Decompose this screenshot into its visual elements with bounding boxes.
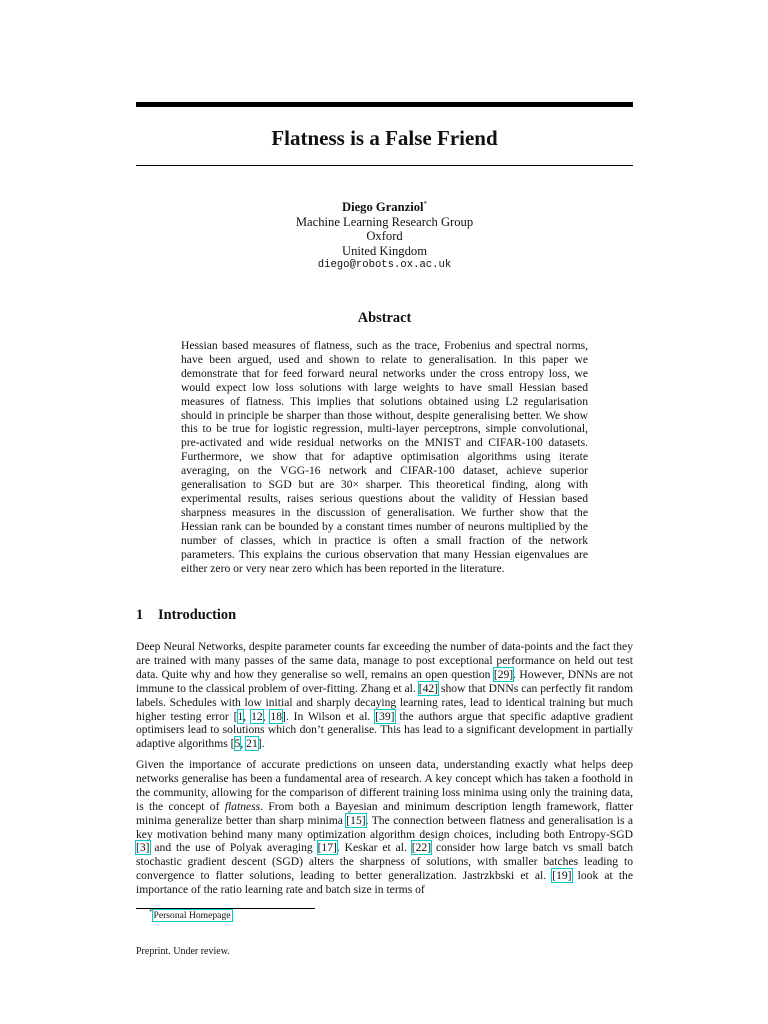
paragraph-text: . From both a Bayesian and minimum description length framework, flatter minima generalize better than sharp minima: [136, 799, 633, 827]
paragraph-text: . However, DNNs are not immune to the classical problem of over-fitting. Zhang et al.: [136, 667, 634, 695]
section-title: Introduction: [158, 607, 237, 623]
citation-link[interactable]: [19]: [552, 869, 572, 883]
intro-paragraph-2: [136, 758, 633, 897]
citation-link[interactable]: [42]: [418, 681, 439, 695]
citation-link[interactable]: [17]: [317, 841, 337, 855]
footnote-mark: *: [149, 907, 153, 916]
affiliation-line: Oxford: [366, 229, 403, 243]
citation-link[interactable]: 18: [270, 709, 283, 723]
citation-link[interactable]: [22]: [411, 841, 432, 855]
emphasis-flatness: flatness: [224, 799, 261, 813]
paragraph-text: look at the importance of the ratio learning rate and batch size in terms of: [136, 869, 633, 897]
intro-paragraph-1: Deep Neural Networks, despite parameter counts far exceeding the number of data-points and the fact they are trained with many passes of the same data, manage to post exceptional performance on held out test data. Quite why and how they generalise so well, remains an open question [29]. However, DNNs are not immune to the classical problem of over-fitting. Zhang et al. [42] show that DNNs can perfectly fit random labels. Schedules with low initial and sharply decaying learning rates, lead to identical training but much higher testing error [1, 12, 18]. In Wilson et al. [39] the authors argue that specific adaptive gradient optimisers lead to solutions which don’t generalise. This has lead to a significant development in partially adaptive algorithms [5, 21].: [136, 640, 634, 751]
citation-link[interactable]: [3]: [136, 841, 150, 855]
section-heading: [136, 606, 633, 624]
personal-homepage-link[interactable]: Personal Homepage: [153, 910, 231, 921]
author-email[interactable]: diego@robots.ox.ac.uk: [317, 259, 452, 271]
author-block: [136, 200, 633, 273]
footnote: [149, 907, 232, 922]
citation-link[interactable]: 21: [246, 737, 258, 751]
paragraph-text: consider how large batch vs small batch stochastic gradient descent (SGD) alters the sharpness of solutions, with smaller batches leading to convergence to flatter solutions, leading to better generalization. Jastrzkbski et al.: [136, 841, 634, 883]
paragraph-text: Given the importance of accurate predictions on unseen data, understanding exactly what helps deep networks generalise has been a fundamental area of research. A key concept which has taken a foothold in the community, allowing for the comparison of different training loss minima using only the training data, is the concept of: [136, 758, 633, 813]
citation-link[interactable]: 12: [251, 709, 263, 723]
paragraph-text: . In Wilson et al.: [285, 709, 376, 723]
paragraph-text: and the use of Polyak averaging: [149, 841, 318, 855]
citation-link[interactable]: 1: [237, 709, 244, 723]
title-bottom-rule: [136, 165, 633, 166]
abstract-text: Hessian based measures of flatness, such as the trace, Frobenius and spectral norms, have been argued, used and shown to relate to generalisation. In this paper we demonstrate that for feed forward neural networks under the cross entropy loss, we would expect low loss solutions with large weights to have small Hessian based measures of flatness. This implies that solutions obtained using L2 regularisation should in principle be sharper than those without, despite generalising better. We show this to be true for logistic regression, multi-layer perceptrons, simple convolutional, pre-activated and wide residual networks on the MNIST and CIFAR-100 datasets. Furthermore, we show that for adaptive optimisation algorithms using iterate averaging, on the VGG-16 network and CIFAR-100 dataset, achieve superior generalisation to SGD but are 30× sharper. This theoretical finding, along with experimental results, raises serious questions about the validity of Hessian based sharpness measures in the discussion of generalisation. We further show that the Hessian rank can be bounded by a constant times number of neurons multiplied by the number of classes, which in practice is often a small fraction of the network parameters. This explains the curious observation that many Hessian eigenvalues are either zero or very near zero which has been reported in the literature.: [181, 339, 588, 575]
preprint-note: Preprint. Under review.: [136, 946, 230, 957]
paragraph-text: . The connection between flatness and generalisation is a key motivation behind many many optimization algorithm design choices, including both Entropy-SGD: [136, 813, 633, 841]
affiliation-line: United Kingdom: [341, 243, 427, 258]
citation-link[interactable]: [15]: [346, 813, 366, 827]
author-name: Diego Granziol: [342, 200, 424, 214]
footnote-rule: [136, 908, 315, 909]
paragraph-text: . Keskar et al.: [336, 841, 412, 855]
title-top-rule: [136, 102, 633, 107]
paper-title: Flatness is a False Friend: [271, 126, 498, 150]
paragraph-text: Deep Neural Networks, despite parameter counts far exceeding the number of data-points and the fact they are trained with many passes of the same data, manage to post exceptional performance on held out test data. Quite why and how they generalise so well, remains an open question: [136, 640, 633, 681]
abstract-heading: Abstract: [357, 310, 412, 326]
affiliation-line: Machine Learning Research Group: [295, 214, 474, 229]
author-footnote-mark[interactable]: *: [423, 199, 427, 208]
citation-link[interactable]: [29]: [493, 667, 514, 681]
citation-link[interactable]: 5: [234, 737, 241, 751]
section-number: 1: [136, 607, 144, 623]
paragraph-text: .: [261, 737, 265, 751]
paragraph-text: show that DNNs can perfectly fit random labels. Schedules with low initial and sharply decaying learning rates, lead to identical training but much higher testing error: [136, 681, 633, 723]
citation-link[interactable]: [39]: [375, 709, 395, 723]
paragraph-text: the authors argue that specific adaptive gradient optimisers lead to solutions which don’t generalise. This has lead to a significant development in partially adaptive algorithms: [136, 709, 634, 751]
